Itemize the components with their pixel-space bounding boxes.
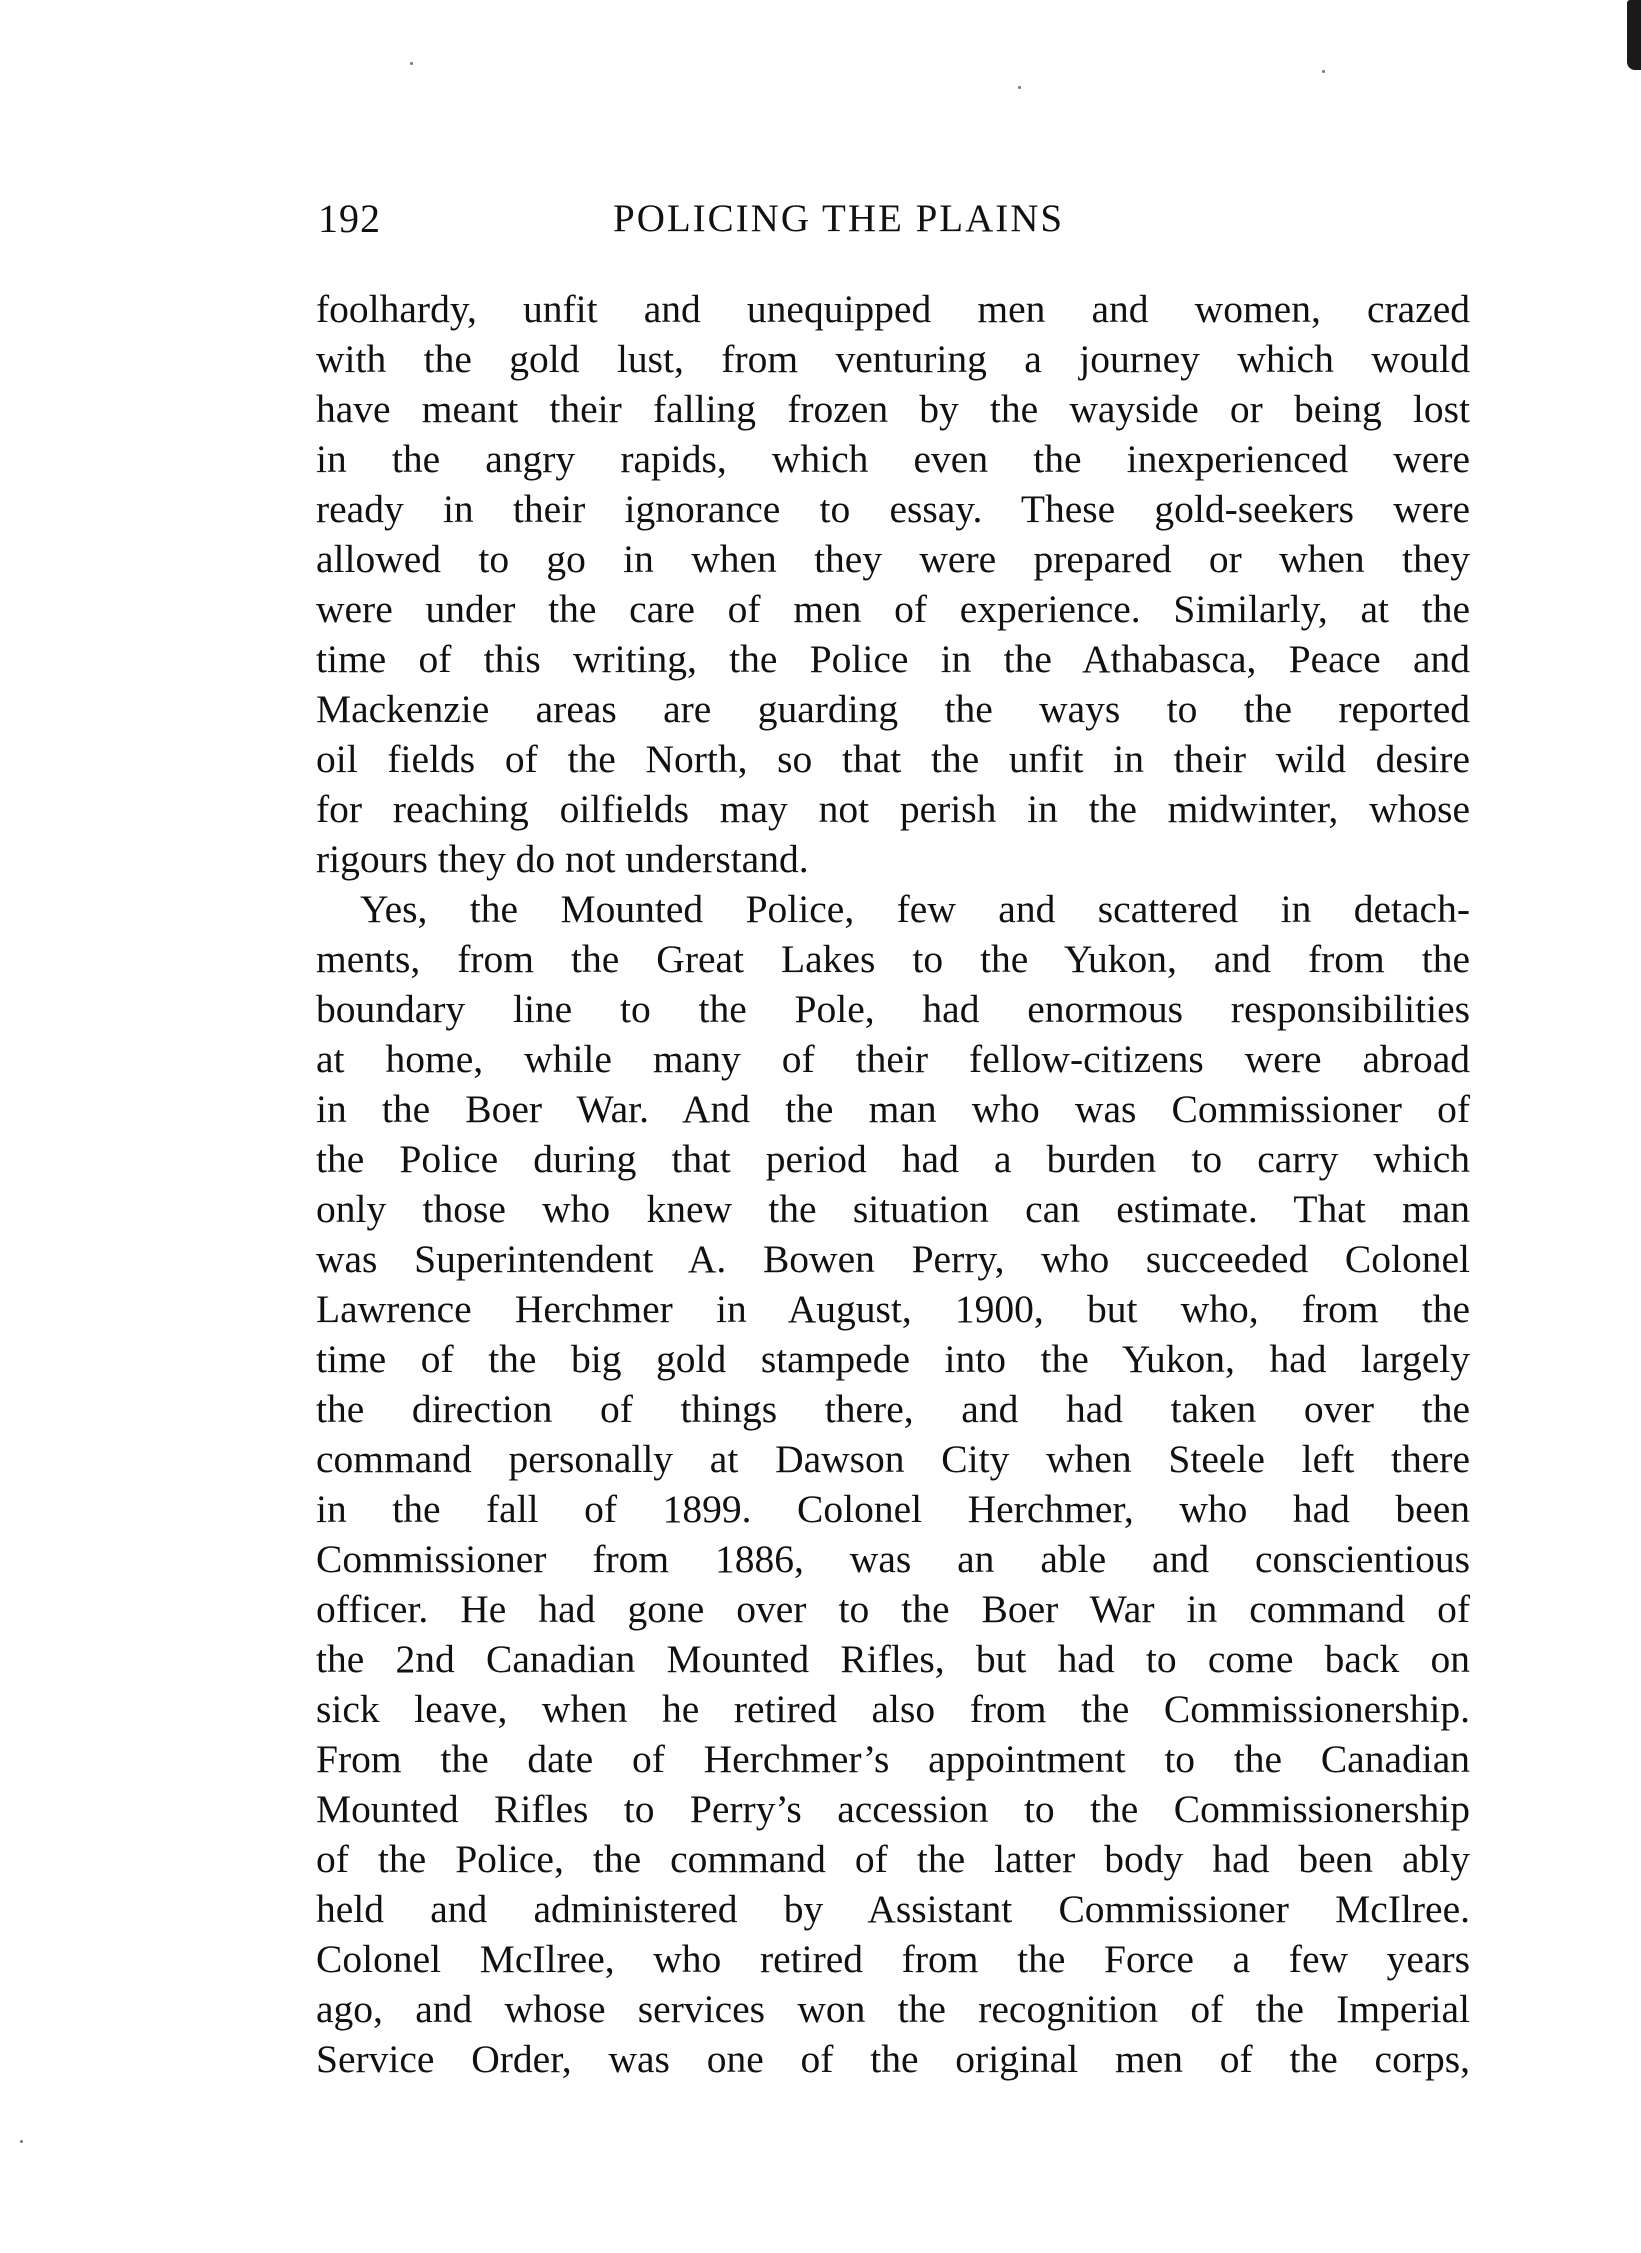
text-line: was Superintendent A. Bowen Perry, who succeeded Colonel [316,1237,1470,1281]
text-line: Mounted Rifles to Perry’s accession to the Commissionership [316,1787,1470,1831]
text-line: sick leave, when he retired also from the Commissionership. [316,1687,1470,1731]
text-line: ago, and whose services won the recognition of the Imperial [316,1987,1470,2031]
body-text [316,284,1470,2084]
text-line: time of this writing, the Police in the Athabasca, Peace and [316,637,1470,681]
scan-edge-mark [1627,0,1641,70]
text-line: in the angry rapids, which even the inexperienced were [316,437,1470,481]
scan-speck [1322,70,1325,73]
text-line: Yes, the Mounted Police, few and scattered in detach- [360,887,1470,931]
text-line: with the gold lust, from venturing a journey which would [316,337,1470,381]
text-line: Commissioner from 1886, was an able and conscientious [316,1537,1470,1581]
text-line: Colonel McIlree, who retired from the Force a few years [316,1937,1470,1981]
text-line: Service Order, was one of the original men of the corps, [316,2037,1470,2081]
scan-speck [20,2140,23,2143]
running-head [318,192,1468,246]
text-line: at home, while many of their fellow-citizens were abroad [316,1037,1470,1081]
text-line: in the Boer War. And the man who was Commissioner of [316,1087,1470,1131]
text-line: boundary line to the Pole, had enormous responsibilities [316,987,1470,1031]
text-line: Mackenzie areas are guarding the ways to the reported [316,687,1470,731]
text-line: ments, from the Great Lakes to the Yukon, and from the [316,937,1470,981]
text-line: command personally at Dawson City when Steele left there [316,1437,1470,1481]
page-number: 192 [318,196,381,241]
text-line: for reaching oilfields may not perish in the midwinter, whose [316,787,1470,831]
scan-speck [410,62,413,65]
text-line: Lawrence Herchmer in August, 1900, but who, from the [316,1287,1470,1331]
paragraph [316,884,1470,2084]
text-line: From the date of Herchmer’s appointment to the Canadian [316,1737,1470,1781]
text-line: only those who knew the situation can estimate. That man [316,1187,1470,1231]
text-line: foolhardy, unfit and unequipped men and women, crazed [316,287,1470,331]
text-line: held and administered by Assistant Commissioner McIlree. [316,1887,1470,1931]
text-line: the 2nd Canadian Mounted Rifles, but had to come back on [316,1637,1470,1681]
scan-speck [1018,86,1021,89]
text-line: have meant their falling frozen by the wayside or being lost [316,387,1470,431]
text-line: the direction of things there, and had taken over the [316,1387,1470,1431]
running-title: POLICING THE PLAINS [613,197,1065,240]
text-line: the Police during that period had a burden to carry which [316,1137,1470,1181]
text-line: rigours they do not understand. [316,837,809,881]
text-line: were under the care of men of experience. Similarly, at the [316,587,1470,631]
text-line: in the fall of 1899. Colonel Herchmer, who had been [316,1487,1470,1531]
text-line: oil fields of the North, so that the unfit in their wild desire [316,737,1470,781]
text-line: time of the big gold stampede into the Yukon, had largely [316,1337,1470,1381]
text-line: allowed to go in when they were prepared or when they [316,537,1470,581]
text-line: ready in their ignorance to essay. These gold-seekers were [316,487,1470,531]
paragraph [316,284,1470,884]
text-line: officer. He had gone over to the Boer War in command of [316,1587,1470,1631]
text-line: of the Police, the command of the latter body had been ably [316,1837,1470,1881]
